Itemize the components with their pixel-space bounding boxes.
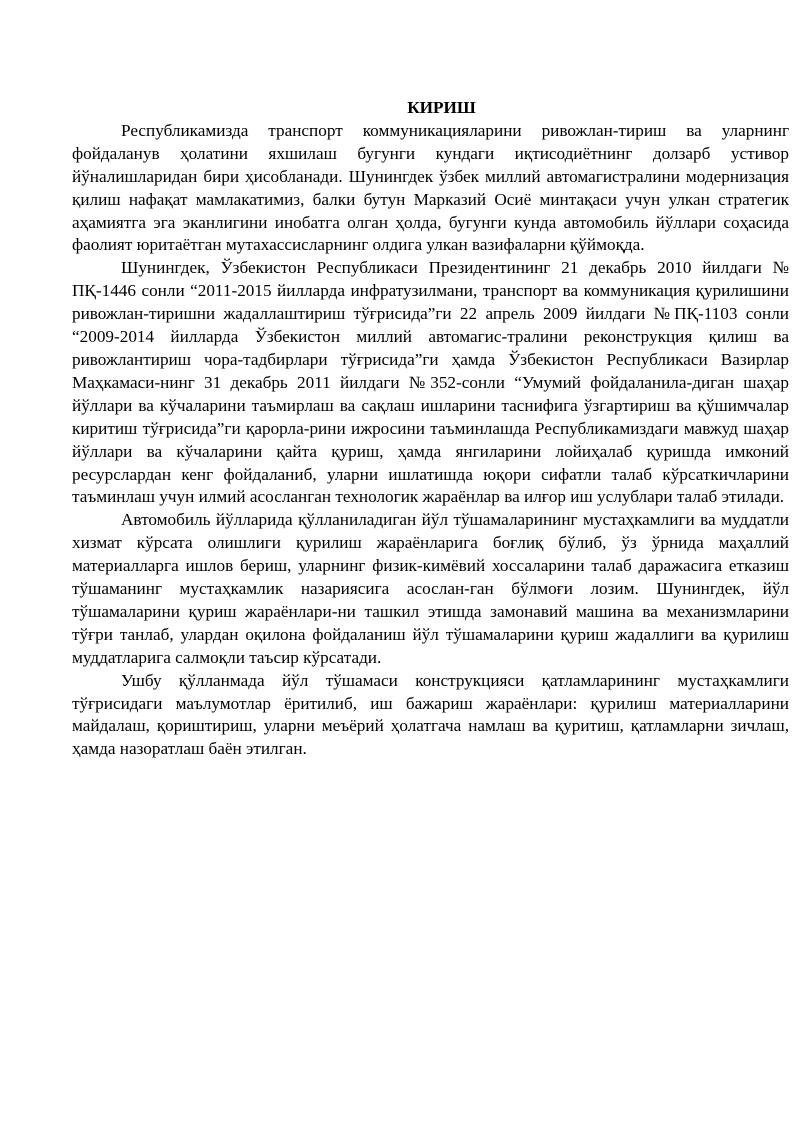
document-page bbox=[72, 97, 789, 761]
paragraph-2: Шунингдек, Ўзбекистон Республикаси Президентининг 21 декабрь 2010 йилдаги № ПҚ-1446 сонли “2011-2015 йилларда инфратузилмани, транспорт ва коммуникация қурилишини ривожлан-тиришни жадаллаштириш тўғрисида”ги 22 апрель 2009 йилдаги №ПҚ-1103 сонли “2009-2014 йилларда Ўзбекистон миллий автомагис-тралини реконструкция қилиш ва ривожлантириш чора-тадбирлари тўғрисида”ги ҳамда Ўзбекистон Республикаси Вазирлар Маҳкамаси-нинг 31 декабрь 2011 йилдаги №352-сонли “Умумий фойдаланила-диган шаҳар йўллари ва кўчаларини таъмирлаш ва сақлаш ишларини таснифига ўзгартириш ва қўшимчалар киритиш тўғрисида”ги қарорла-рини ижросини таъминлашда Республикамиздаги мавжуд шаҳар йўллари ва кўчаларини қайта қуриш, ҳамда янгиларини лойиҳалаб қуришда имконий ресурслардан кенг фойдаланиб, уларни ишлатишда юқори сифатли талаб кўрсаткичларини таъминлаш учун илмий асосланган технологик жараёнлар ва илғор иш услублари талаб этилади. bbox=[72, 258, 789, 507]
paragraph-4: Ушбу қўлланмада йўл тўшамаси конструкцияси қатламларининг мустаҳкамлиги тўғрисидаги маълумотлар ёритилиб, иш бажариш жараёнлари: қурилиш материалларини майдалаш, қориштириш, уларни меъёрий ҳолатгача намлаш ва қуритиш, қатламларни зичлаш, ҳамда назоратлаш баён этилган. bbox=[72, 670, 789, 759]
paragraph-1: Республикамизда транспорт коммуникацияларини ривожлан-тириш ва уларнинг фойдаланув ҳолатини яхшилаш бугунги кундаги иқтисодиётнинг долзарб устивор йўналишларидан бири ҳисобланади. Шунингдек ўзбек миллий автомагистралини модернизация қилиш нафақат мамлакатимиз, балки бутун Марказий Осиё минтақаси учун улкан стратегик аҳамиятга эга эканлигини инобатга олган ҳолда, бугунги кунда автомобиль йўллари соҳасида фаолият юритаётган мутахассисларнинг олдига улкан вазифаларни қўймоқда. bbox=[72, 120, 789, 255]
document-title: КИРИШ bbox=[407, 98, 476, 117]
paragraph-3: Автомобиль йўлларида қўлланиладиган йўл тўшамаларининг мустаҳкамлиги ва муддатли хизмат кўрсата олишлиги қурилиш жараёнларига боғлиқ бўлиб, ўз ўрнида маҳаллий материалларга ишлов бериш, уларнинг физик-кимёвий хоссаларини талаб даражасига етказиш тўшаманинг мустаҳкамлик назариясига асослан-ган бўлмоғи лозим. Шунингдек, йўл тўшамаларини қуриш жараёнлари-ни ташкил этишда замонавий машина ва механизмларини тўғри танлаб, улардан оқилона фойдаланиш йўл тўшамаларини қуриш жадаллиги ва қурилиш муддатларига салмоқли таъсир кўрсатади. bbox=[72, 510, 789, 667]
